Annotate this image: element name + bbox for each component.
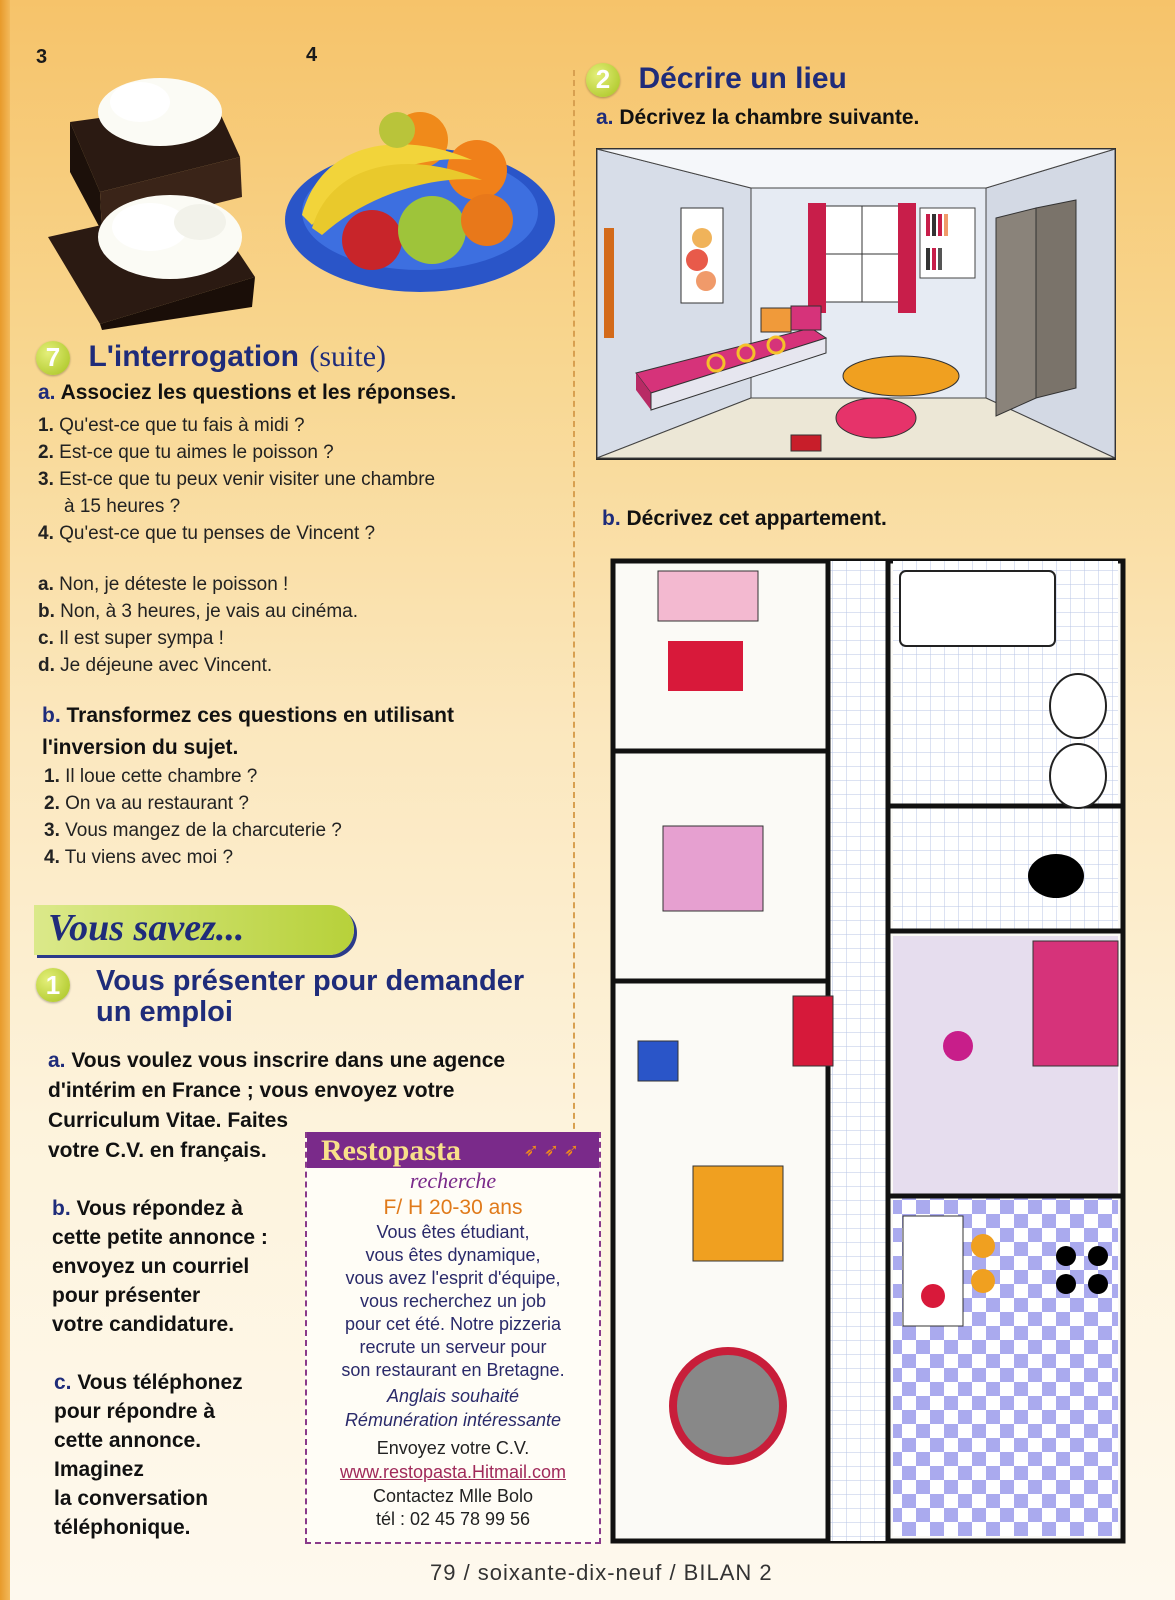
item-text: Il loue cette chambre ? xyxy=(65,766,258,787)
instruction-text: envoyez un courriel xyxy=(52,1255,250,1278)
instruction-7a xyxy=(38,381,456,405)
instruction-7b xyxy=(42,700,454,764)
item-text: Non, à 3 heures, je vais au cinéma. xyxy=(60,601,359,622)
item-letter: c. xyxy=(38,628,54,649)
item-text: Non, je déteste le poisson ! xyxy=(59,574,289,595)
decorative-arrows-icon: ➶ ➶ ➶ xyxy=(523,1140,579,1160)
instruction-text: pour présenter xyxy=(52,1284,201,1307)
ad-body-line: vous avez l'esprit d'équipe, xyxy=(345,1268,561,1288)
item-text: Est-ce que tu aimes le poisson ? xyxy=(59,442,334,463)
instruction-2b xyxy=(602,507,887,531)
exercise-title: Vous présenter pour demander xyxy=(96,965,525,997)
instruction-1c xyxy=(54,1368,243,1542)
chocolate-cake-image xyxy=(40,62,260,332)
instruction-text: votre candidature. xyxy=(52,1313,235,1336)
instruction-text: cette annonce. xyxy=(54,1429,202,1452)
instruction-text: Décrivez la chambre suivante. xyxy=(619,106,920,129)
ad-body-line: son restaurant en Bretagne. xyxy=(341,1360,565,1380)
ad-recherche: recherche xyxy=(409,1168,497,1193)
picture-number-3: 3 xyxy=(36,46,48,68)
item-number: 4. xyxy=(44,847,60,868)
instruction-text: la conversation xyxy=(54,1487,209,1510)
instruction-1b xyxy=(52,1194,268,1339)
item-number: 1. xyxy=(38,415,54,436)
list-item xyxy=(44,790,564,817)
transform-list xyxy=(44,763,564,871)
instruction-text: votre C.V. en français. xyxy=(48,1139,267,1162)
list-item xyxy=(44,844,564,871)
ad-contact: Contactez Mlle Bolo xyxy=(372,1486,534,1506)
ad-envoyez: Envoyez votre C.V. xyxy=(376,1438,530,1458)
ad-phone: tél : 02 45 78 99 56 xyxy=(375,1509,531,1529)
instruction-text: pour répondre à xyxy=(54,1400,216,1423)
item-letter: b. xyxy=(38,601,55,622)
ad-website-link[interactable]: www.restopasta.Hitmail.com xyxy=(339,1462,567,1482)
list-item xyxy=(38,598,558,625)
instruction-text: Imaginez xyxy=(54,1458,144,1481)
questions-list xyxy=(38,412,558,547)
instruction-text: Associez les questions et les réponses. xyxy=(60,381,457,404)
instruction-letter: b. xyxy=(42,704,61,727)
exercise-2-heading xyxy=(586,62,847,97)
item-number: 3. xyxy=(44,820,60,841)
bedroom-illustration xyxy=(596,148,1116,460)
instruction-text: téléphonique. xyxy=(54,1516,191,1539)
exercise-title: L'interrogation xyxy=(88,340,299,373)
exercise-number-badge: 1 xyxy=(36,968,70,1002)
instruction-text: Vous voulez vous inscrire dans une agence xyxy=(71,1049,506,1072)
section-banner-text: Vous savez... xyxy=(48,907,245,949)
item-text: Est-ce que tu peux venir visiter une chambre xyxy=(59,469,436,490)
instruction-letter: a. xyxy=(596,106,614,129)
exercise-title: un emploi xyxy=(96,996,233,1028)
instruction-text: cette petite annonce : xyxy=(52,1226,268,1249)
instruction-letter: b. xyxy=(602,507,621,530)
page-edge xyxy=(0,0,10,1600)
ad-body-line: vous êtes dynamique, xyxy=(365,1245,541,1265)
exercise-7-heading xyxy=(36,340,386,375)
list-item xyxy=(44,763,564,790)
item-text: Vous mangez de la charcuterie ? xyxy=(65,820,342,841)
ad-brand: Restopasta xyxy=(321,1134,461,1167)
fruit-bowl-image xyxy=(282,100,562,300)
ad-body-line: vous recherchez un job xyxy=(359,1291,547,1311)
exercise-1-title xyxy=(96,966,524,1028)
instruction-2a xyxy=(596,106,919,130)
list-item xyxy=(38,520,558,547)
answers-list xyxy=(38,571,558,679)
instruction-letter: a. xyxy=(48,1049,66,1072)
exercise-title-suffix: (suite) xyxy=(309,340,387,373)
item-letter: a. xyxy=(38,574,54,595)
list-item xyxy=(38,466,558,493)
item-number: 4. xyxy=(38,523,54,544)
ad-body-line: recrute un serveur pour xyxy=(359,1337,547,1357)
instruction-text: Vous répondez à xyxy=(76,1197,243,1220)
item-text: Tu viens avec moi ? xyxy=(64,847,234,868)
list-item xyxy=(38,412,558,439)
exercise-number-badge: 2 xyxy=(586,63,620,97)
item-text: On va au restaurant ? xyxy=(65,793,249,814)
item-letter: d. xyxy=(38,655,55,676)
item-text: Il est super sympa ! xyxy=(59,628,224,649)
item-text: Je déjeune avec Vincent. xyxy=(60,655,273,676)
list-item xyxy=(38,652,558,679)
instruction-text: d'intérim en France ; vous envoyez votre xyxy=(48,1079,455,1102)
instruction-letter: c. xyxy=(54,1371,72,1394)
list-item xyxy=(38,571,558,598)
instruction-text: Vous téléphonez xyxy=(77,1371,243,1394)
instruction-text: l'inversion du sujet. xyxy=(42,736,239,759)
apartment-floor-plan xyxy=(608,556,1128,1546)
exercise-title: Décrire un lieu xyxy=(638,62,847,95)
instruction-letter: a. xyxy=(38,381,56,404)
exercise-1-heading xyxy=(36,968,70,1002)
exercise-number-badge: 7 xyxy=(36,341,70,375)
ad-body-line: Vous êtes étudiant, xyxy=(376,1222,530,1242)
item-number: 1. xyxy=(44,766,60,787)
ad-body-line: pour cet été. Notre pizzeria xyxy=(344,1314,562,1334)
page-footer: 79 / soixante-dix-neuf / BILAN 2 xyxy=(430,1560,773,1585)
ad-remuneration: Rémunération intéressante xyxy=(344,1410,562,1430)
list-item xyxy=(38,439,558,466)
instruction-letter: b. xyxy=(52,1197,71,1220)
ad-profile: F/ H 20-30 ans xyxy=(383,1196,523,1219)
item-number: 2. xyxy=(38,442,54,463)
item-text: à 15 heures ? xyxy=(64,496,181,517)
item-text: Qu'est-ce que tu fais à midi ? xyxy=(59,415,305,436)
job-advertisement xyxy=(305,1132,601,1544)
item-number: 3. xyxy=(38,469,54,490)
list-item xyxy=(44,817,564,844)
instruction-text: Curriculum Vitae. Faites xyxy=(48,1109,289,1132)
picture-number-4: 4 xyxy=(306,44,318,66)
ad-anglais: Anglais souhaité xyxy=(386,1386,520,1406)
ad-header xyxy=(307,1132,599,1168)
instruction-text: Transformez ces questions en utilisant xyxy=(66,704,454,727)
item-text: Qu'est-ce que tu penses de Vincent ? xyxy=(59,523,376,544)
list-item xyxy=(38,493,558,520)
item-number: 2. xyxy=(44,793,60,814)
list-item xyxy=(38,625,558,652)
instruction-text: Décrivez cet appartement. xyxy=(626,507,887,530)
